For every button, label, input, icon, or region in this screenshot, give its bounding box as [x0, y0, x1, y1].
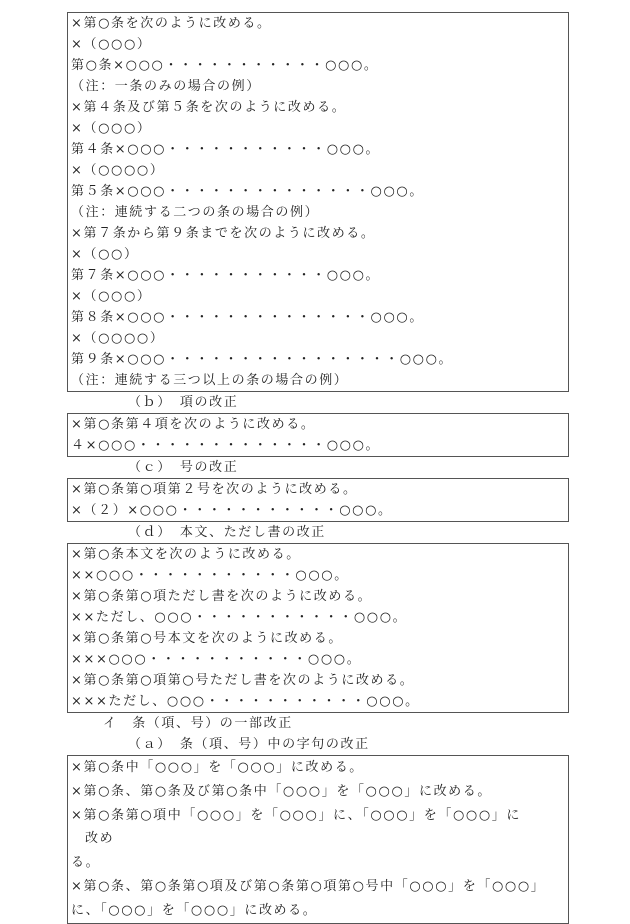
text-line: ×××ただし、○○○・・・・・・・・・・・○○○。	[71, 694, 420, 709]
text-line: ×第○条第○項中「○○○」を「○○○」に、「○○○」を「○○○」に	[71, 807, 521, 823]
text-line: ×（○○○）	[71, 289, 152, 304]
heading-paragraph-revision: （ｂ） 項の改正	[128, 395, 239, 410]
text-line: 第９条×○○○・・・・・・・・・・・・・・・・○○○。	[71, 352, 454, 367]
heading-phrase-revision: （ａ） 条（項、号）中の字句の改正	[128, 737, 370, 752]
text-line: 第４条×○○○・・・・・・・・・・・○○○。	[71, 142, 381, 157]
text-line: ×第○条第○項ただし書を次のように改める。	[71, 589, 373, 604]
text-line: ×（○○○）	[71, 37, 152, 52]
text-line: ×第○条を次のように改める。	[71, 16, 272, 31]
text-line: ×第○条、第○条第○項及び第○条第○項第○号中「○○○」を「○○○」	[71, 878, 546, 894]
text-line: （注：連続する三つ以上の条の場合の例）	[71, 373, 349, 388]
text-line: （注：一条のみの場合の例）	[71, 79, 261, 94]
text-line: ×（２）×○○○・・・・・・・・・・・○○○。	[71, 503, 393, 518]
text-line: ×（○○）	[71, 247, 139, 262]
text-line: ×（○○○○）	[71, 163, 165, 178]
example-box-article-replacement	[67, 12, 569, 392]
heading-partial-revision: イ 条（項、号）の一部改正	[103, 716, 293, 731]
text-line: ××ただし、○○○・・・・・・・・・・・○○○。	[71, 610, 408, 625]
text-line: ×××○○○・・・・・・・・・・・○○○。	[71, 652, 362, 667]
example-box-main-text-proviso	[67, 543, 569, 713]
text-line: 改め	[85, 831, 115, 847]
text-line: ×第○条、第○条及び第○条中「○○○」を「○○○」に改める。	[71, 783, 492, 799]
text-line: ×第○条本文を次のように改める。	[71, 547, 301, 562]
document	[67, 12, 569, 924]
text-line: ×第○条第○項第○号ただし書を次のように改める。	[71, 673, 415, 688]
text-line: る。	[71, 855, 101, 871]
text-line: ×第○条第４項を次のように改める。	[71, 417, 316, 432]
example-box-item-revision	[67, 478, 569, 522]
text-line: ×第○条第○号本文を次のように改める。	[71, 631, 343, 646]
text-line: ×（○○○）	[71, 121, 152, 136]
example-box-phrase-revision	[67, 755, 569, 924]
text-line: ×第７条から第９条までを次のように改める。	[71, 226, 376, 241]
text-line: （注：連続する二つの条の場合の例）	[71, 205, 320, 220]
text-line: ４×○○○・・・・・・・・・・・・・○○○。	[71, 438, 381, 453]
text-line: 第７条×○○○・・・・・・・・・・・○○○。	[71, 268, 381, 283]
text-line: ×（○○○○）	[71, 331, 165, 346]
text-line: 第５条×○○○・・・・・・・・・・・・・・○○○。	[71, 184, 424, 199]
text-line: 第８条×○○○・・・・・・・・・・・・・・○○○。	[71, 310, 424, 325]
text-line: ×第○条中「○○○」を「○○○」に改める。	[71, 760, 364, 775]
example-box-paragraph-revision	[67, 413, 569, 457]
text-line: ××○○○・・・・・・・・・・・○○○。	[71, 568, 349, 583]
text-line: 第○条×○○○・・・・・・・・・・・○○○。	[71, 58, 379, 73]
text-line: に、「○○○」を「○○○」に改める。	[71, 902, 318, 918]
text-line: ×第○条第○項第２号を次のように改める。	[71, 482, 358, 497]
heading-main-text-proviso-revision: （ｄ） 本文、ただし書の改正	[128, 525, 326, 540]
heading-item-revision: （ｃ） 号の改正	[128, 460, 239, 475]
text-line: ×第４条及び第５条を次のように改める。	[71, 100, 347, 115]
